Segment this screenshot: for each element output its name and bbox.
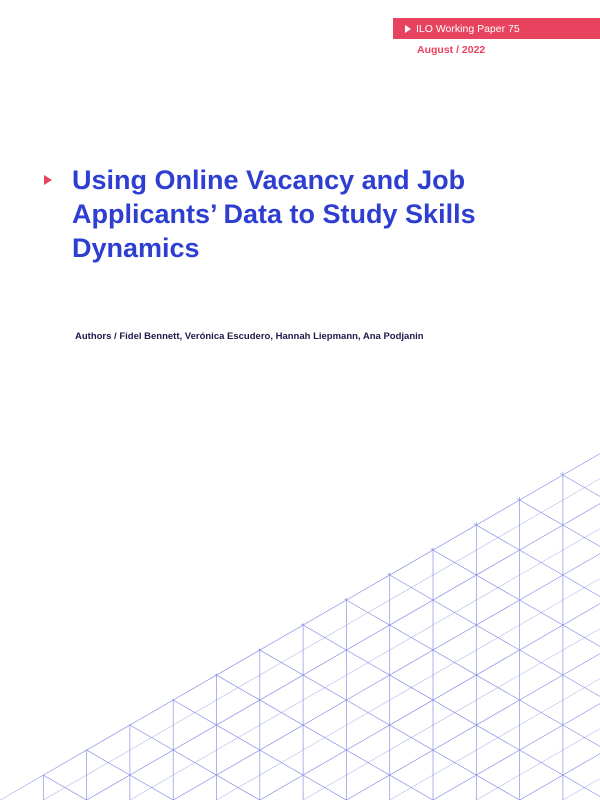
pattern-line [0, 0, 600, 275]
publication-date: August / 2022 [417, 44, 486, 56]
pattern-line [0, 0, 600, 46]
title-line-2: Applicants’ Data to Study Skills [72, 199, 476, 229]
pattern-line [0, 0, 600, 225]
pattern-line [0, 550, 600, 800]
pattern-line [0, 129, 600, 475]
pattern-line [0, 454, 600, 800]
pattern-line [0, 0, 600, 296]
pattern-line [0, 354, 600, 700]
pattern-line [0, 279, 600, 625]
pattern-line [0, 300, 600, 646]
pattern-line [0, 679, 600, 800]
pattern-line [0, 400, 600, 746]
pattern-line [0, 600, 600, 800]
pattern-line [0, 500, 600, 800]
pattern-line [0, 0, 600, 125]
pattern-line [0, 304, 600, 650]
series-label: ILO Working Paper 75 [416, 22, 520, 35]
pattern-line [0, 0, 600, 50]
pattern-line [0, 579, 600, 800]
pattern-line [0, 650, 600, 800]
pattern-line [0, 404, 600, 750]
pattern-line [0, 4, 600, 350]
authors-line: Authors / Fidel Bennett, Verónica Escudero, Hannah Liepmann, Ana Podjanin [75, 331, 424, 342]
pattern-line [0, 0, 600, 250]
pattern-line [0, 529, 600, 800]
pattern-line [0, 29, 600, 375]
title-line-1: Using Online Vacancy and Job [72, 165, 466, 195]
pattern-line [0, 350, 600, 696]
pattern-line [0, 329, 600, 675]
pattern-line [0, 0, 600, 300]
pattern-line [0, 0, 600, 75]
pattern-line [0, 0, 600, 346]
pattern-line [0, 700, 600, 800]
pattern-line [0, 0, 600, 325]
pattern-line [0, 629, 600, 800]
pattern-line [0, 729, 600, 800]
pattern-line [0, 0, 600, 146]
pattern-line [0, 150, 600, 496]
title-line-3: Dynamics [72, 233, 200, 263]
pattern-line [0, 779, 600, 800]
pattern-line [0, 104, 600, 450]
pattern-line [0, 750, 600, 800]
pattern-line [0, 154, 600, 500]
pattern-line [0, 79, 600, 425]
pattern-line [0, 179, 600, 525]
pattern-line [0, 0, 600, 175]
pattern-line [0, 0, 600, 96]
pattern-line [0, 0, 600, 246]
pattern-line [0, 450, 600, 796]
pattern-line [0, 0, 600, 100]
pattern-line [0, 0, 600, 200]
pattern-line [0, 0, 600, 196]
pattern-line [0, 200, 600, 546]
pattern-line [0, 50, 600, 396]
pattern-line [0, 254, 600, 600]
pattern-line [0, 0, 600, 150]
pattern-line [0, 0, 600, 25]
pattern-line [0, 204, 600, 550]
pattern-line [0, 250, 600, 596]
pattern-line [0, 100, 600, 446]
pattern-line [0, 54, 600, 400]
pattern-line [0, 229, 600, 575]
